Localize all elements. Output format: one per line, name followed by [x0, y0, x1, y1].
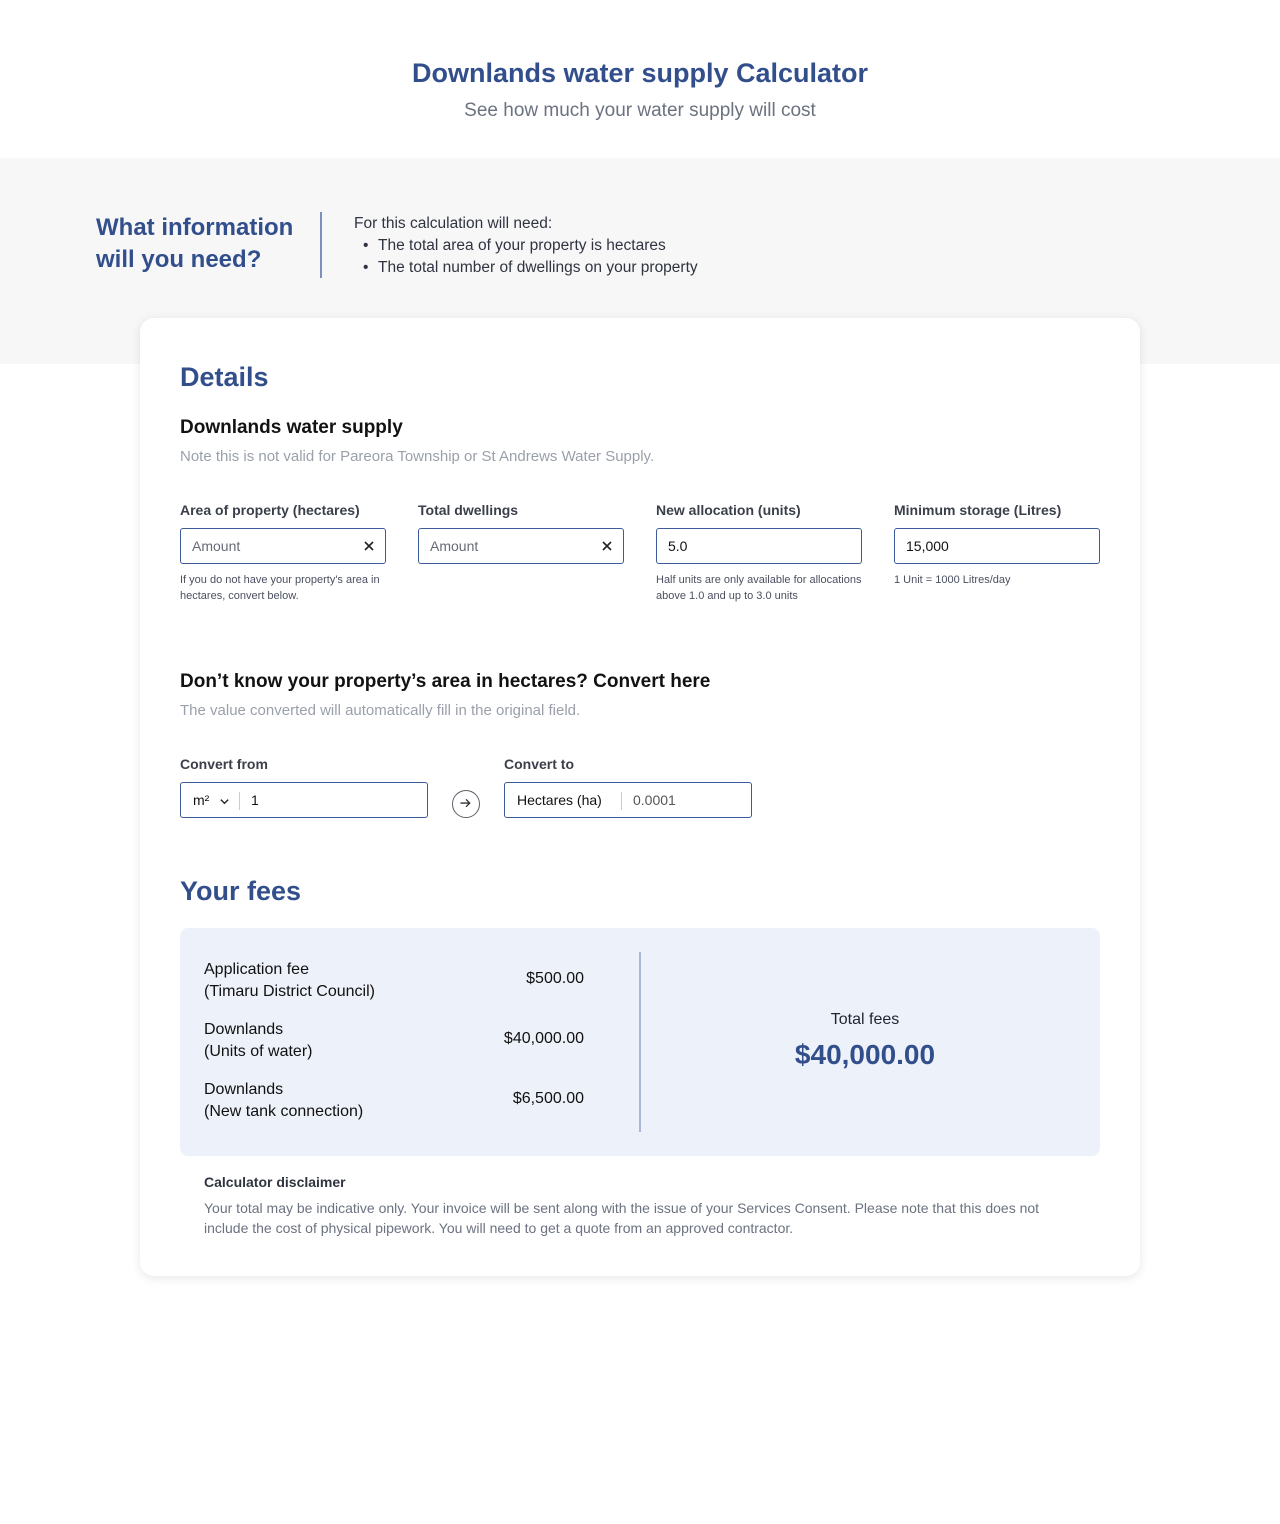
supply-note: Note this is not valid for Pareora Township or St Andrews Water Supply.: [180, 448, 655, 465]
info-list-item: • The total number of dwellings on your property: [354, 257, 698, 279]
clear-icon[interactable]: [362, 539, 376, 553]
info-list: [354, 235, 698, 279]
details-title: Details: [180, 362, 269, 392]
storage-label: Minimum storage (Litres): [894, 502, 1062, 518]
fee-name: [204, 1019, 312, 1063]
info-intro: For this calculation will need:: [354, 215, 553, 232]
fee-name-line: (New tank connection): [204, 1103, 364, 1120]
supply-title: Downlands water supply: [180, 417, 403, 438]
arrow-right-icon: [453, 791, 479, 817]
fee-amount: $500.00: [526, 970, 584, 987]
unit-select-value: m²: [193, 792, 210, 808]
disclaimer-title: Calculator disclaimer: [204, 1174, 346, 1190]
allocation-help: Half units are only available for allocations above 1.0 and up to 3.0 units: [656, 574, 862, 602]
info-divider: [320, 212, 322, 278]
info-heading: What information will you need?: [96, 214, 294, 273]
page-subtitle: See how much your water supply will cost: [464, 100, 816, 121]
storage-help: 1 Unit = 1000 Litres/day: [894, 574, 1011, 586]
calculator-card: [140, 318, 1140, 1276]
fee-row: [204, 959, 584, 1003]
fee-amount: $40,000.00: [503, 1030, 584, 1047]
area-input[interactable]: [180, 528, 386, 564]
converter-title: Don’t know your property’s area in hectares? Convert here: [180, 671, 711, 692]
fee-name-line: (Timaru District Council): [204, 983, 375, 1000]
fee-name-line: Application fee: [204, 961, 309, 978]
storage-input[interactable]: [894, 528, 1100, 564]
unit-select[interactable]: [193, 792, 230, 808]
area-placeholder: Amount: [192, 538, 241, 554]
info-list-item: • The total area of your property is hectares: [354, 235, 698, 257]
allocation-label: New allocation (units): [656, 502, 801, 518]
page-header: [0, 0, 1280, 158]
fee-name: [204, 1079, 363, 1123]
convert-to-label: Convert to: [504, 756, 574, 772]
convert-to-unit: Hectares (ha): [517, 792, 602, 808]
convert-to-value: 0.0001: [633, 792, 676, 808]
convert-from-label: Convert from: [180, 756, 268, 772]
page-title: Downlands water supply Calculator: [411, 58, 869, 88]
convert-to-field: [504, 782, 752, 818]
dwellings-input[interactable]: [418, 528, 624, 564]
fee-row: [204, 1079, 584, 1123]
allocation-value: 5.0: [668, 538, 688, 554]
dwellings-placeholder: Amount: [430, 538, 479, 554]
chevron-down-icon: [219, 796, 230, 807]
fee-name-line: (Units of water): [204, 1043, 313, 1060]
storage-value: 15,000: [906, 538, 949, 554]
convert-from-value: 1: [251, 792, 259, 808]
fee-name-line: Downlands: [204, 1021, 284, 1038]
fee-name-line: Downlands: [204, 1081, 284, 1098]
fees-title: Your fees: [180, 876, 302, 906]
area-label: Area of property (hectares): [180, 502, 360, 518]
fee-amount: $6,500.00: [512, 1090, 584, 1107]
fees-panel: [180, 928, 1100, 1156]
disclaimer-text: Your total may be indicative only. Your invoice will be sent along with the issue of your Services Consent. Please note that this does not include the cost of physical pipework. You will need to get a quote from an approved contractor.: [204, 1200, 1040, 1236]
total-fees-label: Total fees: [830, 1011, 900, 1028]
convert-arrow-button[interactable]: [452, 790, 480, 818]
converter-note: The value converted will automatically fill in the original field.: [180, 702, 581, 719]
area-help: If you do not have your property's area in hectares, convert below.: [180, 574, 380, 602]
dwellings-label: Total dwellings: [418, 502, 519, 518]
field-divider: [239, 792, 240, 810]
allocation-input[interactable]: [656, 528, 862, 564]
convert-from-input[interactable]: [251, 792, 421, 808]
total-fees-value: $40,000.00: [794, 1039, 936, 1070]
clear-icon[interactable]: [600, 539, 614, 553]
fee-row: [204, 1019, 584, 1063]
convert-from-field: [180, 782, 428, 818]
field-divider: [621, 792, 622, 810]
fee-name: [204, 959, 375, 1003]
info-body: [354, 213, 698, 279]
